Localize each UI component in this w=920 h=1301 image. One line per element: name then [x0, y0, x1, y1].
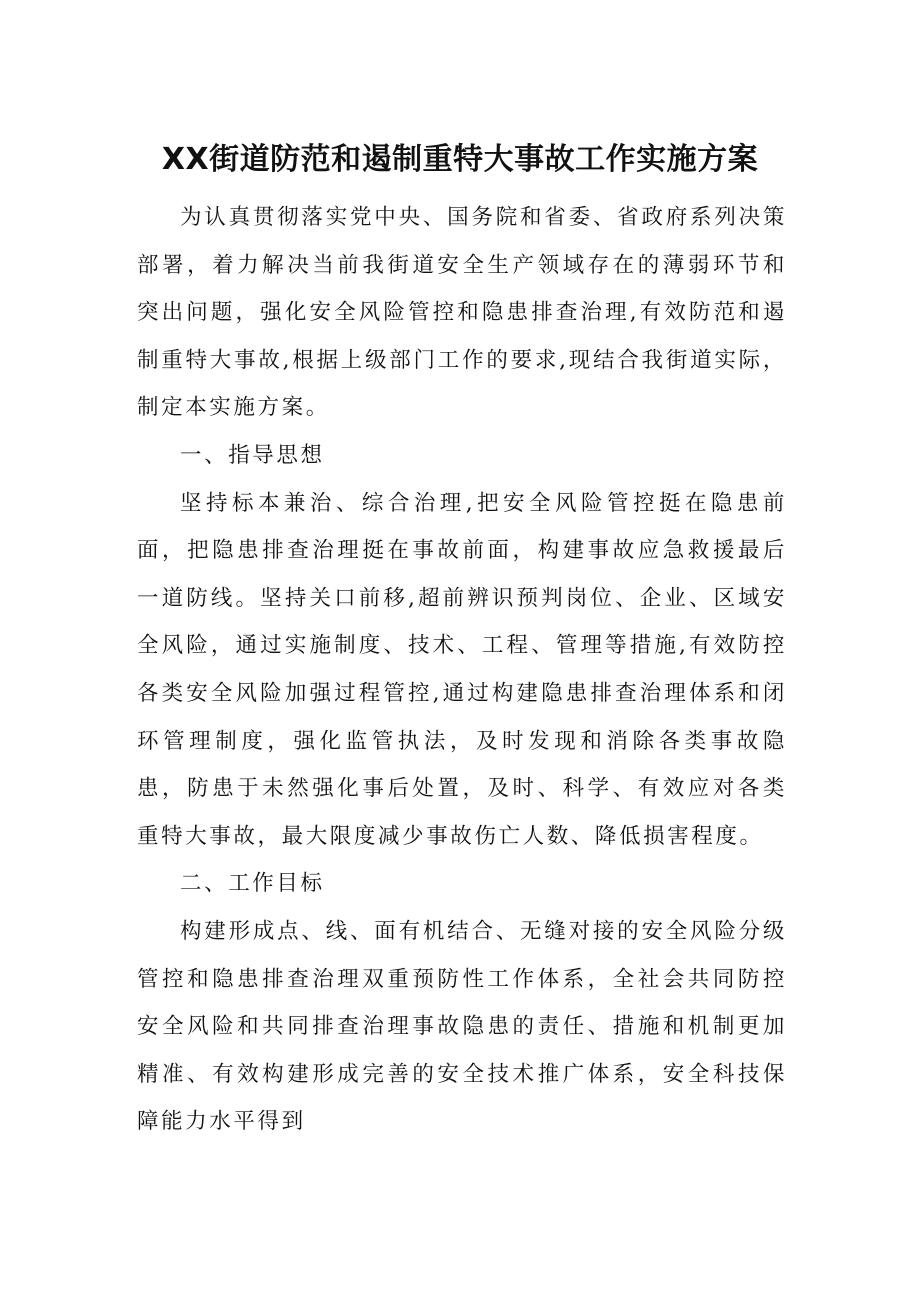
document-body	[137, 194, 787, 1146]
document-title: XX街道防范和遏制重特大事故工作实施方案	[161, 142, 759, 177]
section-paragraph-guiding-ideology: 坚持标本兼治、综合治理,把安全风险管控挺在隐患前面，把隐患排查治理挺在事故前面，构建事故应急救援最后一道防线。坚持关口前移,超前辨识预判岗位、企业、区域安全风险，通过实施制度、技术、工程、管理等措施,有效防控各类安全风险加强过程管控,通过构建隐患排查治理体系和闭环管理制度，强化监管执法，及时发现和消除各类事故隐患，防患于未然强化事后处置，及时、科学、有效应对各类重特大事故，最大限度减少事故伤亡人数、降低损害程度。	[137, 490, 787, 849]
section-heading-work-goals: 二、工作目标	[180, 871, 325, 897]
section-paragraph-work-goals: 构建形成点、线、面有机结合、无缝对接的安全风险分级管控和隐患排查治理双重预防性工作体系，全社会共同防控安全风险和共同排查治理事故隐患的责任、措施和机制更加精准、有效构建形成完善的安全技术推广体系，安全科技保障能力水平得到	[137, 918, 787, 1135]
section-heading-guiding-ideology: 一、指导思想	[180, 442, 325, 468]
intro-paragraph: 为认真贯彻落实党中央、国务院和省委、省政府系列决策部署，着力解决当前我街道安全生产领域存在的薄弱环节和突出问题，强化安全风险管控和隐患排查治理,有效防范和遏制重特大事故,根据上级部门工作的要求,现结合我街道实际，制定本实施方案。	[137, 205, 787, 421]
